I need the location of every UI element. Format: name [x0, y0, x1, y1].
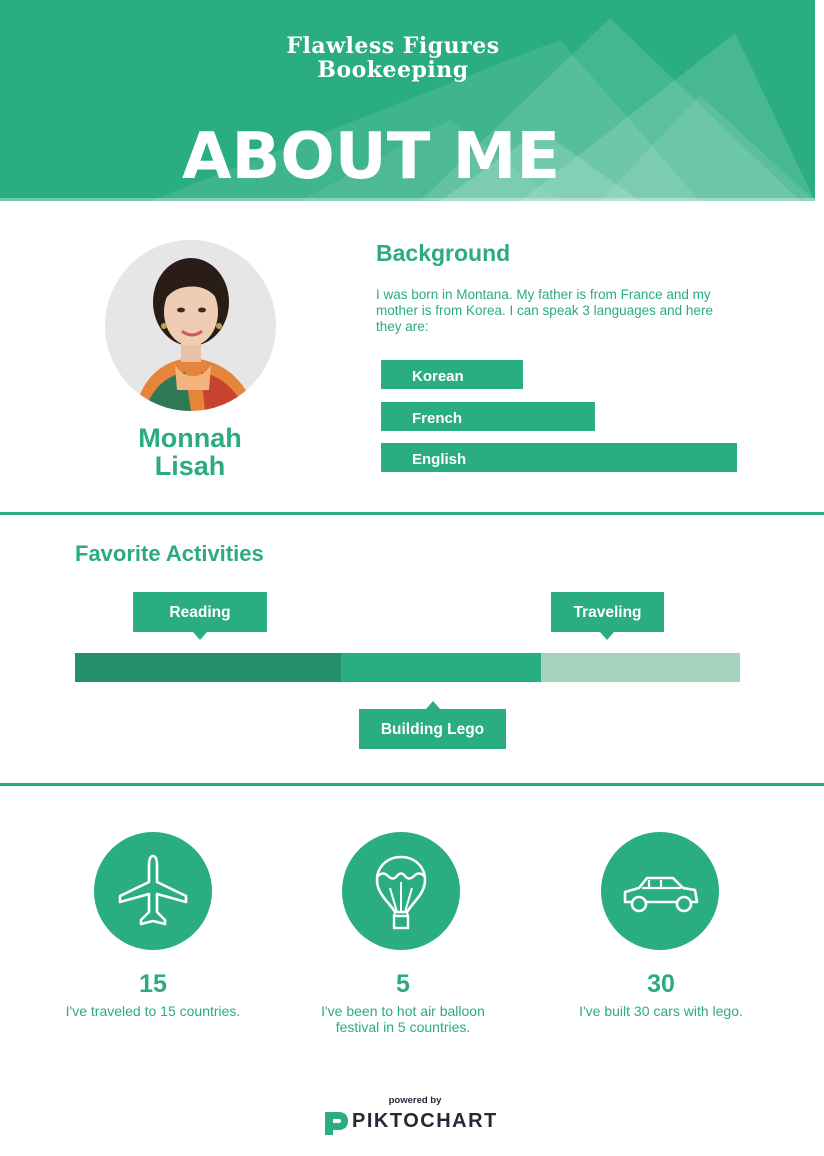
page-title: ABOUT ME [182, 120, 561, 194]
tag-reading [133, 592, 267, 632]
background-heading: Background [376, 240, 511, 266]
tag-pointer [600, 632, 614, 640]
section-divider [0, 512, 824, 515]
activities-heading: Favorite Activities [75, 541, 264, 566]
stat-number: 5 [396, 970, 410, 998]
header-divider [0, 198, 815, 201]
car-icon [601, 832, 719, 950]
person-name [90, 424, 290, 480]
stat-number: 30 [647, 970, 675, 998]
airplane-icon [94, 832, 212, 950]
activity-segment-building-lego [341, 653, 541, 682]
person-first-name: Monnah [138, 423, 242, 453]
tag-label: Reading [169, 604, 231, 621]
piktochart-wordmark: PIKTOCHART [352, 1110, 498, 1132]
language-bar-english [381, 443, 737, 472]
portrait-image [105, 240, 276, 411]
tag-label: Traveling [573, 604, 642, 621]
stat-circle-lego [601, 832, 719, 950]
piktochart-logo-icon [321, 1108, 351, 1138]
language-bar-french [381, 402, 737, 431]
header-banner [0, 0, 815, 201]
stat-description: I've built 30 cars with lego. [579, 1003, 743, 1019]
activities-bar [75, 653, 740, 682]
tag-label: Building Lego [380, 721, 485, 738]
tag-pointer [193, 632, 207, 640]
activity-segment-traveling [541, 653, 741, 682]
brand-line-1: Flawless Figures [286, 33, 500, 59]
tag-pointer [426, 701, 440, 709]
background-text: I was born in Montana. My father is from France and my mother is from Korea. I can speak 3 languages and here they are: [376, 287, 713, 334]
section-divider [0, 783, 824, 786]
tag-building-lego [359, 709, 506, 749]
person-last-name: Lisah [154, 451, 226, 481]
stat-circle-travel [94, 832, 212, 950]
avatar [105, 240, 276, 411]
language-label: French [412, 410, 463, 427]
language-label: Korean [412, 368, 464, 385]
activity-segment-reading [75, 653, 341, 682]
stat-description: I've traveled to 15 countries. [65, 1003, 241, 1019]
brand-name [250, 34, 536, 82]
hot-air-balloon-icon [342, 832, 460, 950]
language-label: English [412, 451, 467, 468]
stat-description: I've been to hot air balloon festival in 5 countries. [321, 1003, 485, 1035]
powered-by-text: powered by [388, 1095, 442, 1106]
stat-number: 15 [139, 970, 167, 998]
tag-traveling [551, 592, 664, 632]
brand-line-2: Bookeeping [317, 57, 469, 83]
language-bar-korean [381, 360, 737, 389]
stat-circle-balloon [342, 832, 460, 950]
